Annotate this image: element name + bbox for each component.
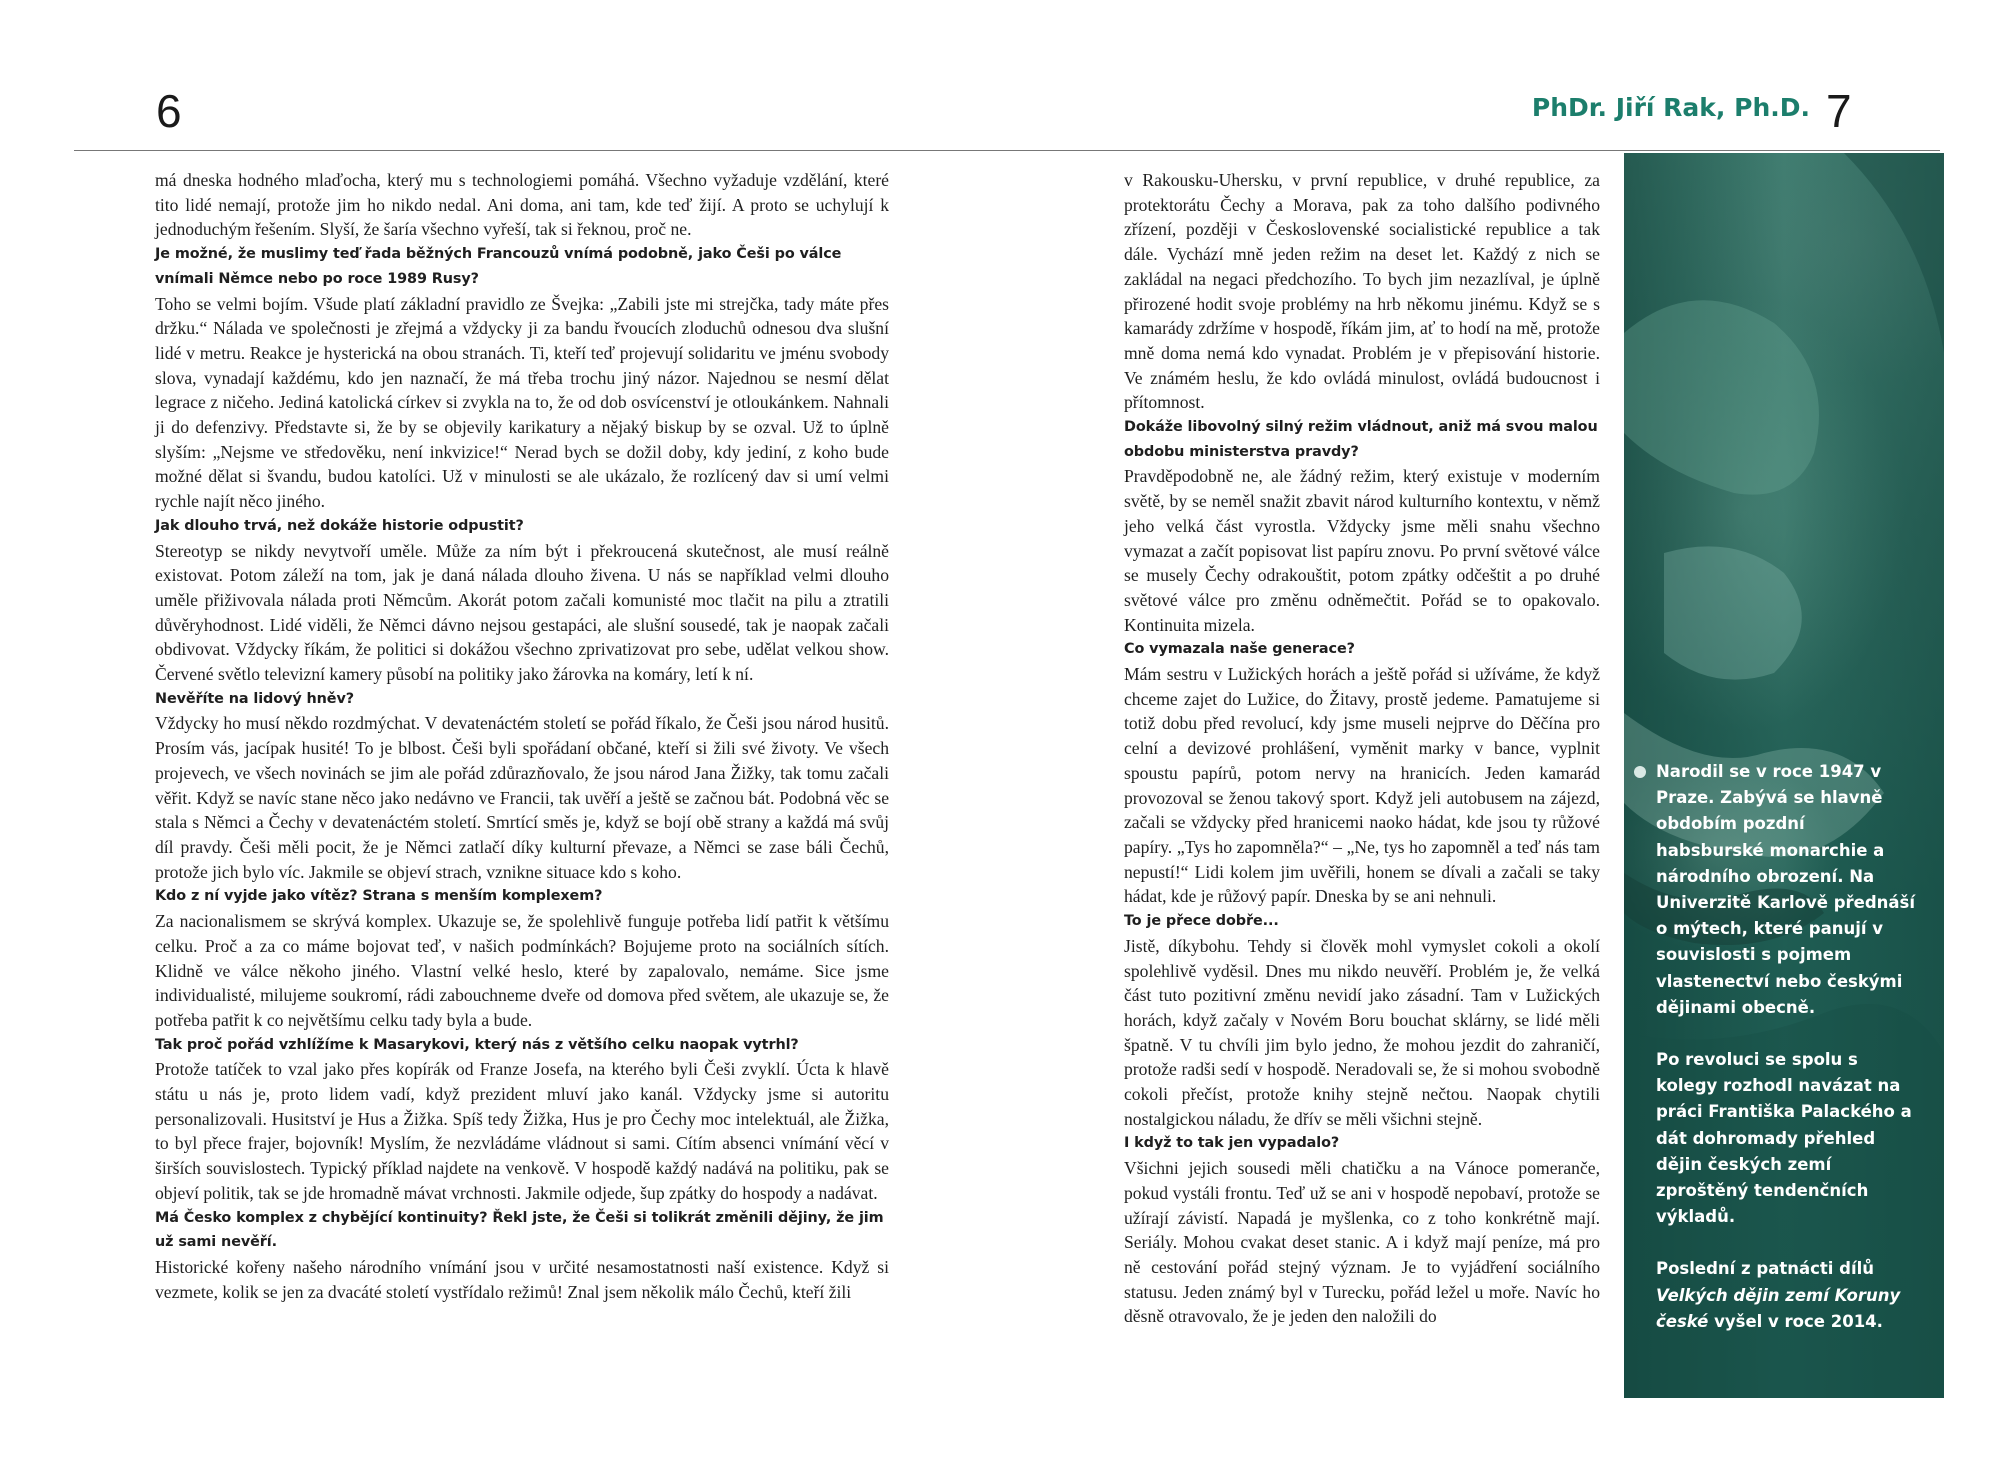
interview-question: Jak dlouho trvá, než dokáže historie odpustit? bbox=[155, 517, 524, 534]
interview-answer: Toho se velmi bojím. Všude platí základní pravidlo ze Švejka: „Zabili jste mi strejčka, tady máte přes držku.“ Nálada ve společnosti je zřejmá a vždycky ji za bandu řvoucích zloduchů odnesou dva slušní lidé v metru. Reakce je hysterická na obou stranách. Ti, kteří teď projevují solidaritu ve jménu svobody slova, vynadají každému, kdo jen naznačí, že má třeba trochu jiný názor. Najednou se nesmí dělat legrace z ničeho. Jediná katolická církev si zvykla na to, že od dob osvícenství je otloukánkem. Nahnali ji do defenzivy. Představte si, že by se objevily karikatury a nějaký biskup by se ozval. Už to úplně slyším: „Nejsme ve středověku, není inkvizice!“ Nerad bych se dožil doby, kdy jediní, z koho bude možné dělat si švandu, budou katolíci. Už v minulosti se ale ukázalo, že rozlícený dav si umí velmi rychle najít něco jiného. bbox=[155, 293, 889, 512]
left-text-column bbox=[155, 168, 889, 1304]
interview-question: I když to tak jen vypadalo? bbox=[1124, 1135, 1340, 1152]
bio-paragraph-3-start: Poslední z patnácti dílů bbox=[1656, 1259, 1875, 1279]
interview-question: Má Česko komplex z chybějící kontinuity? Řekl jste, že Češi si tolikrát změnili dějiny, že jim už sami nevěří. bbox=[155, 1209, 884, 1251]
book-title: Velkých dějin zemí Koruny české bbox=[1656, 1285, 1901, 1331]
interview-question: To je přece dobře... bbox=[1124, 913, 1279, 930]
interview-answer: Vždycky ho musí někdo rozdmýchat. V devatenáctém století se pořád říkalo, že Češi jsou národ husitů. Prosím vás, jacípak husité! To je blbost. Češi byli spořádaní občané, kteří si žili své životy. Ve všech projevech, ve všech novinách se jim ale pořád zdůrazňovalo, že jsou národ Jana Žižky, tak tomu začali věřit. Když se navíc stane něco jako nedávno ve Francii, tak uvěří a ještě se začnou bát. Podobná věc se stala s Němci a Čechy v devatenáctém století. Smrtící směs je, když se bojí obě strany a každá má svůj díl pravdy. Češi měli pocit, že je Němci zatlačí díky kulturní převaze, a Němci se zase báli Čechů, protože jich bylo víc. Jakmile se objeví strach, vznikne situace kdo s koho. bbox=[155, 713, 889, 882]
interview-answer: Protože tatíček to vzal jako přes kopírák od Franze Josefa, na kterého byli Češi zvyklí. Úcta k hlavě státu u nás je, proto lidem vadí, když prezident mluví jako kanál. Vždycky jsme si autoritu personalizovali. Husitství je Hus a Žižka. Spíš tedy Žižka, Hus je pro Čechy moc intelektuál, ale Žižka, to byl přece frajer, bojovník! Myslím, že nezvládáme vládnout si sami. Cítím absenci vnímání věcí v širších souvislostech. Typický příklad najdete na venkově. V hospodě každý nadává na politiku, pak se objeví politik, tak se jde hromadně mávat vrchnosti. Jakmile odjede, šup zpátky do hospody a nadávat. bbox=[155, 1059, 889, 1203]
bio-paragraph-3 bbox=[1656, 1256, 1916, 1335]
right-page-number: 7 bbox=[1826, 85, 1852, 137]
interview-question: Tak proč pořád vzhlížíme k Masarykovi, který nás z většího celku naopak vytrhl? bbox=[155, 1036, 799, 1053]
left-page-number: 6 bbox=[156, 85, 182, 137]
interview-question: Dokáže libovolný silný režim vládnout, aniž má svou malou obdobu ministerstva pravdy? bbox=[1124, 419, 1598, 460]
author-bio bbox=[1656, 759, 1916, 1361]
interview-answer: Stereotyp se nikdy nevytvoří uměle. Může za ním být i překroucená skutečnost, ale musí reálně existovat. Potom záleží na tom, jak je daná nálada dlouho živena. U nás se například velmi dlouho uměle přiživovala nálada proti Němcům. Akorát potom začali komunisté moc tlačit na pilu a ztratili důvěryhodnost. Lidé viděli, že Němci dávno nejsou gestapáci, ale slušní sousedé, tak je naopak začali obdivovat. Vždycky říkám, že politici si dokážou všechno zprivatizovat pro sebe, udělat velkou show. Červené světlo televizní kamery působí na politiky jako žárovka na komáry, letí k ní. bbox=[155, 540, 889, 685]
running-head-author: PhDr. Jiří Rak, Ph.D. bbox=[1531, 93, 1810, 122]
interview-answer: Za nacionalismem se skrývá komplex. Ukazuje se, že spolehlivě funguje potřeba lidí patřit k většímu celku. Proč a za co máme bojovat teď, v našich podmínkách? Bojujeme proto na sociálních sítích. Klidně ve válce někoho jiného. Vlastní velké heslo, které by zapalovalo, nemáme. Sice jsme individualisté, milujeme soukromí, rádi zabouchneme dveře od domova před světem, ale ukazuje se, že potřeba patřit k co největšímu celku tady byla a bude. bbox=[155, 911, 889, 1030]
bullet-icon bbox=[1634, 766, 1646, 778]
header-rule bbox=[74, 150, 1940, 151]
author-sidebar bbox=[1624, 153, 1944, 1398]
interview-answer: v Rakousku-Uhersku, v první republice, v druhé republice, za protektorátu Čechy a Morava, pak za toho dalšího podivného zřízení, později v Československé socialistické republice a tak dále. Vychází mně jeden režim na deset let. Každý z nich se zakládal na negaci předchozího. To bych jim nezazlíval, je úplně přirozené hodit svoje problémy na hrb někomu jinému. Když se s kamarády zdržíme v hospodě, říkám jim, ať to hodí na mě, protože mně doma nemá kdo vynadat. Problém je v přepisování historie. Ve známém heslu, že kdo ovládá minulost, ovládá budoucnost i přítomnost. bbox=[1124, 170, 1600, 413]
interview-answer: má dneska hodného mlaďocha, který mu s technologiemi pomáhá. Všechno vyžaduje vzdělání, které tito lidé nemají, protože jim ho nikdo nedal. Ani doma, ani tam, kde teď žijí. A proto se uchylují k jednoduchým řešením. Slyší, že šaría všechno vyřeší, tak si řeknou, proč ne. bbox=[155, 170, 889, 240]
interview-question: Co vymazala naše generace? bbox=[1124, 641, 1355, 658]
interview-answer: Mám sestru v Lužických horách a ještě pořád si užíváme, že když chceme zajet do Lužice, do Žitavy, prostě jedeme. Pamatujeme si totiž dobu před revolucí, kdy jsme museli nejprve do Děčína pro celní a devizové prohlášení, vyměnit marky v bance, vyplnit spoustu papírů, potom nervy na hranicích. Jeden kamarád provozoval se ženou takový sport. Když jeli autobusem na zájezd, začali se vždycky před hranicemi naoko hádat, kde jsou ty růžové papíry. „Tys ho zapomněla?“ – „Ne, tys ho zapomněl a teď nás tam nepustí!“ Lidi kolem jim uvěřili, honem se dívali a začali se taky hádat, kde je růžový papír. Dneska by se ani nehnuli. bbox=[1124, 664, 1600, 907]
interview-answer: Historické kořeny našeho národního vnímání jsou v určité nesamostatnosti naší existence. Když si vezmete, kolik se jen za dvacáté století vystřídalo režimů! Znal jsem několik málo Čechů, kteří žili bbox=[155, 1256, 889, 1302]
interview-question: Nevěříte na lidový hněv? bbox=[155, 690, 354, 707]
interview-question: Kdo z ní vyjde jako vítěz? Strana s menším komplexem? bbox=[155, 888, 603, 905]
interview-answer: Pravděpodobně ne, ale žádný režim, který existuje v moderním světě, by se neměl snažit zbavit národ kulturního kontextu, v němž jeho velká část vyrostla. Vždycky jsme měli snahu všechno vymazat a začít popisovat list papíru znovu. Po první světové válce se musely Čechy odrakouštit, potom zpátky odčeštit a po druhé světové válce pro změnu odněmečtit. Pořád se to opakovalo. Kontinuita mizela. bbox=[1124, 466, 1600, 635]
bio-paragraph-2: Po revoluci se spolu s kolegy rozhodl navázat na práci Františka Palackého a dát dohromady přehled dějin českých zemí zproštěný tendenčních výkladů. bbox=[1656, 1050, 1912, 1227]
interview-answer: Jistě, díkybohu. Tehdy si člověk mohl vymyslet cokoli a okolí spolehlivě vyděsil. Dnes mu nikdo neuvěří. Problém je, že velká část tuto pozitivní změnu nevidí jako zásadní. Tam v Lužických horách, když začaly v Novém Boru bouchat sklárny, se lidé měli špatně. V tu chvíli jim bylo jedno, že mohou jezdit do zahraničí, protože radši sedí v hospodě. Neradovali se, že si mohou svobodně cokoli přečíst, protože knihy stejně nečtou. Naopak chytili nostalgickou náladu, že dřív se měli všichni stejně. bbox=[1124, 935, 1600, 1129]
right-text-column bbox=[1124, 168, 1600, 1329]
interview-question: Je možné, že muslimy teď řada běžných Francouzů vnímá podobně, jako Češi po válce vnímali Němce nebo po roce 1989 Rusy? bbox=[155, 246, 842, 287]
bio-paragraph-3-end: vyšel v roce 2014. bbox=[1708, 1311, 1883, 1331]
bio-paragraph-1: Narodil se v roce 1947 v Praze. Zabývá se hlavně obdobím pozdní habsburské monarchie a národního obrození. Na Univerzitě Karlově přednáší o mýtech, které panují v souvislosti s pojmem vlastenectví nebo českými dějinami obecně. bbox=[1656, 762, 1916, 1017]
interview-answer: Všichni jejich sousedi měli chatičku a na Vánoce pomeranče, pokud vystáli frontu. Teď už se ani v hospodě nepobaví, protože se užírají závistí. Napadá je myšlenka, co z toho konkrétně mají. Seriály. Mohou cvakat deset stanic. A i když mají peníze, má pro ně cestování pořád stejný význam. Je to vyjádření sociálního statusu. Jeden známý byl v Turecku, pořád ležel u moře. Navíc ho děsně otravovalo, že je jeden den naložili do bbox=[1124, 1158, 1600, 1327]
